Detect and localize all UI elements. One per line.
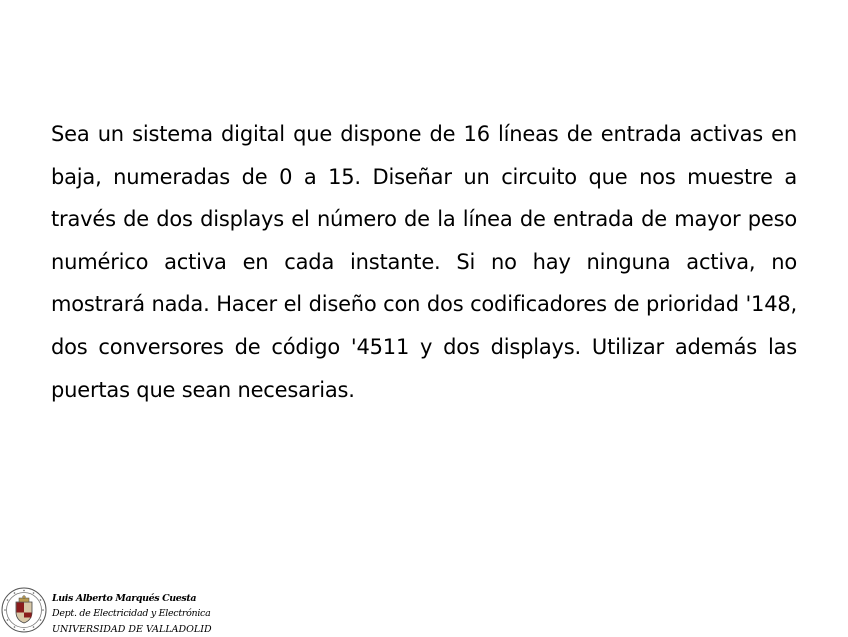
university-name: UNIVERSIDAD DE VALLADOLID [52,624,212,635]
author-name: Luis Alberto Marqués Cuesta [52,593,197,604]
department-name: Dept. de Electricidad y Electrónica [52,608,211,619]
problem-statement: Sea un sistema digital que dispone de 16 líneas de entrada activas en baja, numeradas de 0 a 15. Diseñar un circuito que nos muestre a través de dos displays el número de la línea de entrada de mayor peso numérico activa en cada instante. Si no hay ninguna activa, no mostrará nada. Hacer el diseño con dos codificadores de prioridad '148, dos conversores de código '4511 y dos displays. Utilizar además las puertas que sean necesarias. [51,122,797,402]
university-seal-icon [1,587,47,633]
footer-text [52,591,212,637]
footer [0,585,230,636]
